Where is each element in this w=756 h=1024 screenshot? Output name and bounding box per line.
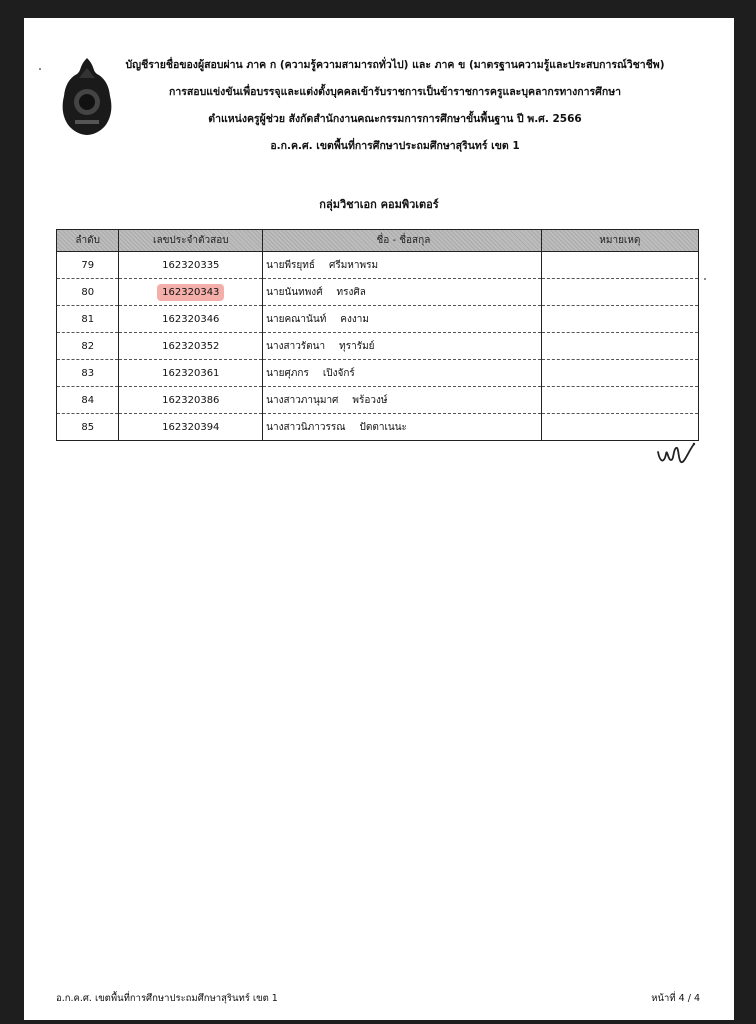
row-exam-id: 162320361 [119, 360, 263, 387]
row-seq: 80 [57, 279, 119, 306]
row-note [541, 387, 698, 414]
scan-speck [704, 278, 706, 280]
last-name: เปิงจักร์ [322, 367, 355, 379]
row-note [541, 279, 698, 306]
row-name [263, 414, 542, 441]
row-seq: 85 [57, 414, 119, 441]
document-header [110, 58, 680, 166]
row-exam-id: 162320346 [119, 306, 263, 333]
row-note [541, 252, 698, 279]
table-row [57, 333, 699, 360]
row-seq: 81 [57, 306, 119, 333]
row-note [541, 333, 698, 360]
header-line-3: ตำแหน่งครูผู้ช่วย สังกัดสำนักงานคณะกรรมการการศึกษาขั้นพื้นฐาน ปี พ.ศ. 2566 [208, 113, 582, 125]
row-name [263, 360, 542, 387]
last-name: คงงาม [340, 313, 369, 325]
highlighted-exam-id: 162320343 [157, 284, 224, 301]
row-name [263, 306, 542, 333]
group-title: กลุ่มวิชาเอก คอมพิวเตอร์ [319, 198, 439, 211]
last-name: พร้อวงษ์ [352, 394, 388, 406]
row-seq: 84 [57, 387, 119, 414]
header-name: ชื่อ - ชื่อสกุล [263, 230, 542, 252]
last-name: ปัตตาเนนะ [359, 421, 407, 433]
first-name: นางสาวนิภาวรรณ [266, 421, 346, 433]
last-name: ทรงศิล [336, 286, 366, 298]
scan-speck [39, 68, 41, 70]
results-table [56, 229, 699, 441]
row-note [541, 306, 698, 333]
page-number: หน้าที่ 4 / 4 [651, 993, 700, 1004]
row-exam-id: 162320352 [119, 333, 263, 360]
row-exam-id: 162320386 [119, 387, 263, 414]
row-name [263, 279, 542, 306]
row-name [263, 387, 542, 414]
first-name: นางสาวรัตนา [266, 340, 326, 352]
first-name: นายนันทพงศ์ [266, 286, 323, 298]
first-name: นายคณานันท์ [266, 313, 327, 325]
table-row [57, 414, 699, 441]
header-note: หมายเหตุ [541, 230, 698, 252]
table-header-row [57, 230, 699, 252]
row-exam-id: 162320335 [119, 252, 263, 279]
row-seq: 83 [57, 360, 119, 387]
row-exam-id: 162320394 [119, 414, 263, 441]
header-seq: ลำดับ [57, 230, 119, 252]
ministry-emblem-icon [57, 56, 117, 136]
document-page [24, 18, 734, 1020]
row-name [263, 252, 542, 279]
row-note [541, 360, 698, 387]
header-line-2: การสอบแข่งขันเพื่อบรรจุและแต่งตั้งบุคคลเข้ารับราชการเป็นข้าราชการครูและบุคลากรทางการศึกษา [168, 86, 622, 98]
table-row [57, 387, 699, 414]
table-row [57, 306, 699, 333]
first-name: นางสาวภานุมาศ [266, 394, 339, 406]
row-note [541, 414, 698, 441]
row-name [263, 333, 542, 360]
header-line-1: บัญชีรายชื่อของผู้สอบผ่าน ภาค ก (ความรู้ความสามารถทั่วไป) และ ภาค ข (มาตรฐานความรู้และประสบการณ์วิชาชีพ) [125, 59, 665, 71]
first-name: นายศุภกร [266, 367, 309, 379]
table-row [57, 360, 699, 387]
last-name: ศรีมหาพรม [328, 259, 379, 271]
row-seq: 82 [57, 333, 119, 360]
row-exam-id [119, 279, 263, 306]
first-name: นายพีรยุทธ์ [266, 259, 315, 271]
header-line-4: อ.ก.ค.ศ. เขตพื้นที่การศึกษาประถมศึกษาสุรินทร์ เขต 1 [270, 140, 520, 152]
row-seq: 79 [57, 252, 119, 279]
table-row [57, 252, 699, 279]
table-row [57, 279, 699, 306]
handwritten-initial-icon [654, 438, 698, 468]
last-name: ทุรารัมย์ [339, 340, 375, 352]
footer-left: อ.ก.ค.ศ. เขตพื้นที่การศึกษาประถมศึกษาสุรินทร์ เขต 1 [56, 993, 278, 1004]
header-exam-id: เลขประจำตัวสอบ [119, 230, 263, 252]
